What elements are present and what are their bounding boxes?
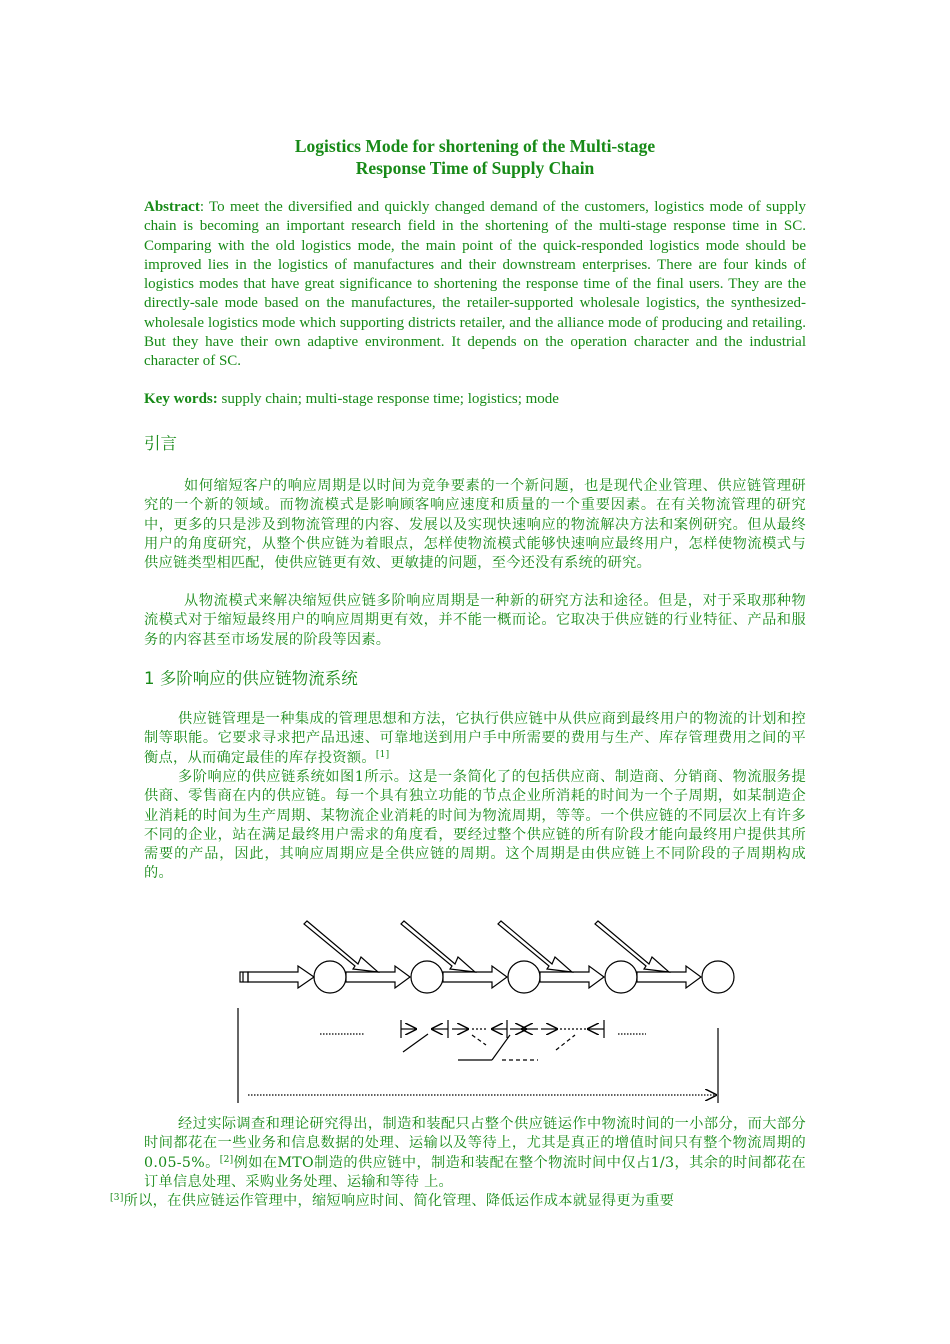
- title-line-2: Response Time of Supply Chain: [355, 158, 595, 178]
- after-figure-paragraph: [110, 1115, 806, 1211]
- intro-heading: 引言: [144, 434, 177, 453]
- paper-title: [0, 135, 950, 179]
- keywords-text: supply chain; multi-stage response time; logistics; mode: [217, 391, 559, 407]
- chain-nodes: [314, 961, 734, 993]
- abstract-label: Abstract: [144, 199, 200, 215]
- leader-lines: [403, 1034, 575, 1060]
- after-figure-text-c: 所以，在供应链运作管理中，缩短响应时间、简化管理、降低运作成本就显得更为重要: [123, 1193, 675, 1210]
- citation-1[interactable]: [1]: [375, 749, 390, 760]
- cycle-segments: [401, 1020, 604, 1038]
- intro-paragraph-2: 从物流模式来解决缩短供应链多阶响应周期是一种新的研究方法和途径。但是，对于采取那种物流模式对于缩短最终用户的响应周期更有效，并不能一概而论。它取决于供应链的行业特征、产品和服务的内容甚至市场发展的阶段等因素。: [144, 593, 806, 648]
- keywords-label: Key words:: [144, 391, 218, 407]
- figure-1-supply-chain-diagram: [220, 905, 740, 1105]
- citation-3[interactable]: [3]: [110, 1193, 124, 1204]
- citation-2[interactable]: [2]: [219, 1154, 234, 1165]
- start-marker: [240, 972, 248, 982]
- keywords: [144, 390, 806, 409]
- abstract-text: : To meet the diversified and quickly changed demand of the customers, logistics mode of supply chain is becoming an important research field in the shortening of the multi-stage response time in SC. Comparing with the old logistics mode, the main point of the quick-responded logistics mode should be improved lies in the logistics of manufactures and their downstream enterprises. There are four kinds of logistics modes that have great significance to shortening the response time of the final users. They are the directly-sale mode based on the manufactures, the retailer-supported wholesale logistics, the synthesized-wholesale logistics mode which supporting districts retailer, and the alliance mode of producing and retailing. But they have their own adaptive environment. It depends on the operation character and the industrial character of SC.: [144, 199, 806, 370]
- abstract: [144, 198, 806, 372]
- intro-paragraph-1: 如何缩短客户的响应周期是以时间为竞争要素的一个新问题，也是现代企业管理、供应链管理研究的一个新的领域。而物流模式是影响顾客响应速度和质量的一个重要因素。在有关物流管理的研究中，更多的只是涉及到物流管理的内容、发展以及实现快速响应的物流解决方法和案例研究。但从最终用户的角度研究，从整个供应链为着眼点，怎样使物流模式能够快速响应最终用户，怎样使物流模式与供应链类型相匹配，使供应链更有效、更敏捷的问题，至今还没有系统的研究。: [144, 478, 806, 572]
- input-arrows: [304, 921, 669, 972]
- section-1-heading: 1 多阶响应的供应链物流系统: [144, 669, 358, 688]
- section-1-paragraph-2: 多阶响应的供应链系统如图1所示。这是一条简化了的包括供应商、制造商、分销商、物流服务提供商、零售商在内的供应链。每一个具有独立功能的节点企业所消耗的时间为一个子周期，如某制造企业消耗的时间为生产周期、某物流企业消耗的时间为物流周期，等等。一个供应链的不同层次上有许多不同的企业，站在满足最终用户需求的角度看，要经过整个供应链的所有阶段才能向最终用户提供其所需要的产品，因此，其响应周期应是全供应链的周期。这个周期是由供应链上不同阶段的子周期构成的。: [144, 769, 806, 882]
- title-line-1: Logistics Mode for shortening of the Multi-stage: [294, 136, 656, 156]
- section-1-paragraph-1: [144, 710, 806, 768]
- section-1-paragraph-1-text: 供应链管理是一种集成的管理思想和方法，它执行供应链中从供应商到最终用户的物流的计划和控制等职能。它要求寻求把产品迅速、可靠地送到用户手中所需要的费用与生产、库存管理费用之间的平衡点，从而确定最佳的库存投资额。: [144, 711, 806, 766]
- after-figure-text-b: 例如在MTO制造的供应链中，制造和装配在整个物流时间中仅占1/3，其余的时间都花在订单信息处理、采购业务处理、运输和等待 上。: [144, 1154, 806, 1190]
- after-figure-text-a: 经过实际调查和理论研究得出，制造和装配只占整个供应链运作中物流时间的一小部分，而大部分时间都花在一些业务和信息数据的处理、运输以及等待上，尤其是真正的增值时间只有整个物流周期的0.05-5%。: [144, 1116, 806, 1171]
